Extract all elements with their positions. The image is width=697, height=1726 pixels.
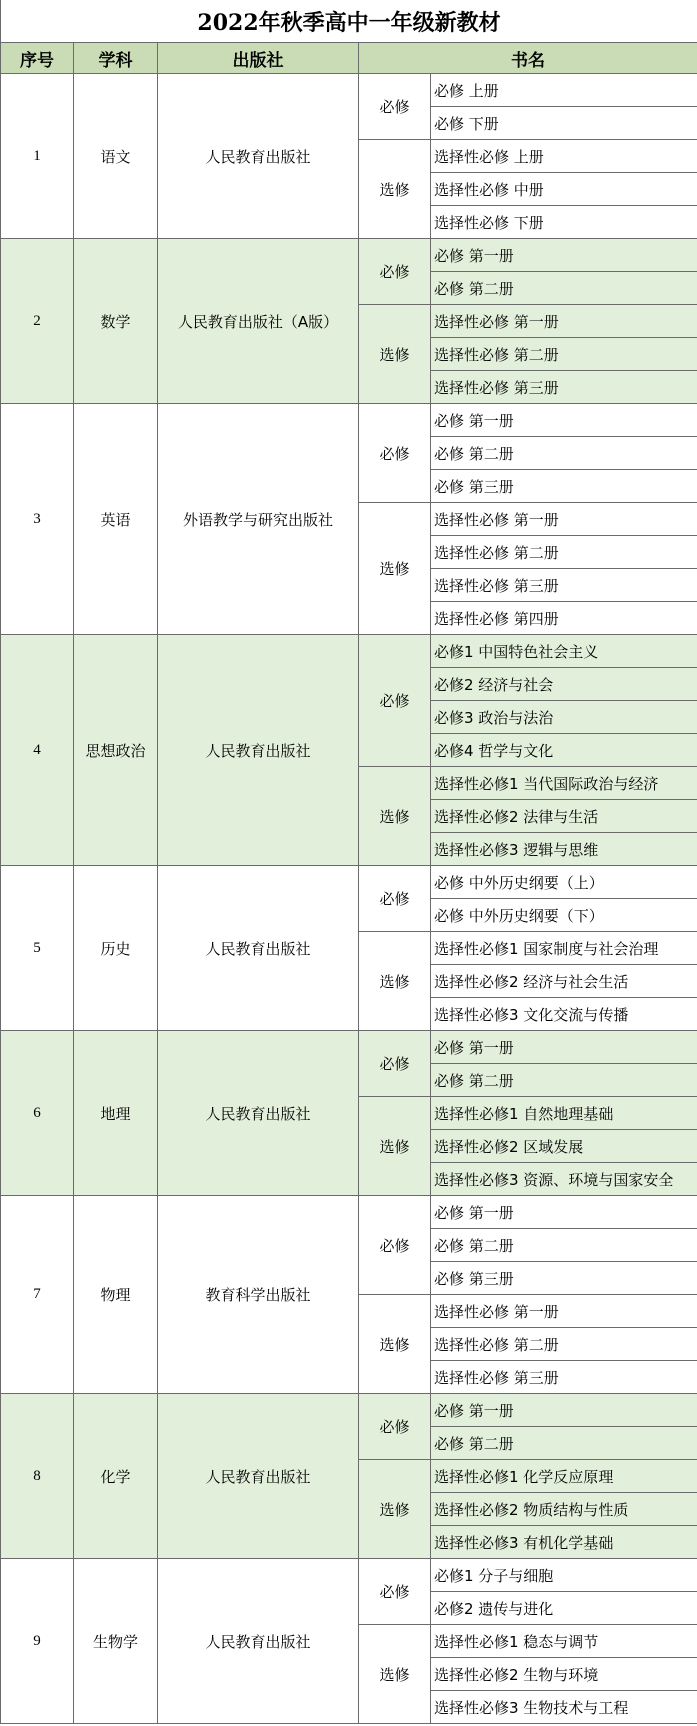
subject-block [1, 1559, 697, 1724]
book-name-cell: 必修 下册 [431, 107, 697, 140]
publisher-cell: 人民教育出版社 [158, 866, 359, 1031]
subject-cell: 地理 [74, 1031, 158, 1196]
book-name-cell: 选择性必修 第三册 [431, 371, 697, 404]
book-name-cell: 必修3 政治与法治 [431, 701, 697, 734]
book-name-cell: 选择性必修1 当代国际政治与经济 [431, 767, 697, 800]
header-book: 书名 [359, 43, 697, 74]
book-name-cell: 选择性必修1 化学反应原理 [431, 1460, 697, 1493]
subject-cell: 历史 [74, 866, 158, 1031]
book-name-cell: 选择性必修2 区域发展 [431, 1130, 697, 1163]
course-type-cell: 选修 [359, 932, 431, 1031]
header-subject: 学科 [74, 43, 158, 74]
seq-cell: 7 [1, 1196, 74, 1394]
course-type-cell: 选修 [359, 140, 431, 239]
table-row [1, 1196, 697, 1229]
course-type-cell: 选修 [359, 1295, 431, 1394]
table-row [1, 404, 697, 437]
subject-cell: 生物学 [74, 1559, 158, 1724]
course-type-cell: 必修 [359, 1196, 431, 1295]
course-type-cell: 必修 [359, 404, 431, 503]
sheet-title: 2022年秋季高中一年级新教材 [1, 0, 697, 43]
book-name-cell: 必修 第三册 [431, 1262, 697, 1295]
subject-block [1, 1031, 697, 1196]
table-row [1, 1031, 697, 1064]
book-name-cell: 必修 第二册 [431, 1427, 697, 1460]
book-name-cell: 必修 中外历史纲要（上） [431, 866, 697, 899]
table-row [1, 1559, 697, 1592]
seq-cell: 4 [1, 635, 74, 866]
publisher-cell: 人民教育出版社 [158, 1031, 359, 1196]
publisher-cell: 人民教育出版社 [158, 635, 359, 866]
seq-cell: 1 [1, 74, 74, 239]
book-name-cell: 必修 第二册 [431, 1229, 697, 1262]
course-type-cell: 必修 [359, 74, 431, 140]
seq-cell: 5 [1, 866, 74, 1031]
course-type-cell: 必修 [359, 635, 431, 767]
course-type-cell: 必修 [359, 866, 431, 932]
seq-cell: 6 [1, 1031, 74, 1196]
book-name-cell: 必修 上册 [431, 74, 697, 107]
subject-cell: 数学 [74, 239, 158, 404]
subject-block [1, 74, 697, 239]
book-name-cell: 必修 中外历史纲要（下） [431, 899, 697, 932]
course-type-cell: 选修 [359, 767, 431, 866]
book-name-cell: 必修 第一册 [431, 404, 697, 437]
book-name-cell: 必修1 中国特色社会主义 [431, 635, 697, 668]
book-name-cell: 必修2 经济与社会 [431, 668, 697, 701]
table-row [1, 74, 697, 107]
course-type-cell: 选修 [359, 1460, 431, 1559]
subject-block [1, 866, 697, 1031]
book-name-cell: 必修 第二册 [431, 1064, 697, 1097]
book-name-cell: 选择性必修3 生物技术与工程 [431, 1691, 697, 1724]
table-row [1, 239, 697, 272]
book-name-cell: 选择性必修1 自然地理基础 [431, 1097, 697, 1130]
book-name-cell: 选择性必修 第三册 [431, 569, 697, 602]
header-row [1, 43, 697, 74]
book-name-cell: 选择性必修2 生物与环境 [431, 1658, 697, 1691]
book-name-cell: 选择性必修 第一册 [431, 503, 697, 536]
seq-cell: 2 [1, 239, 74, 404]
subject-block [1, 239, 697, 404]
book-name-cell: 选择性必修1 稳态与调节 [431, 1625, 697, 1658]
book-name-cell: 选择性必修1 国家制度与社会治理 [431, 932, 697, 965]
book-name-cell: 选择性必修2 经济与社会生活 [431, 965, 697, 998]
seq-cell: 3 [1, 404, 74, 635]
header-publisher: 出版社 [158, 43, 359, 74]
course-type-cell: 必修 [359, 239, 431, 305]
book-name-cell: 选择性必修 第一册 [431, 1295, 697, 1328]
table-row [1, 866, 697, 899]
book-name-cell: 必修 第一册 [431, 1031, 697, 1064]
book-name-cell: 选择性必修2 法律与生活 [431, 800, 697, 833]
course-type-cell: 选修 [359, 305, 431, 404]
book-name-cell: 选择性必修 上册 [431, 140, 697, 173]
book-name-cell: 必修 第二册 [431, 272, 697, 305]
book-name-cell: 选择性必修2 物质结构与性质 [431, 1493, 697, 1526]
course-type-cell: 必修 [359, 1559, 431, 1625]
book-name-cell: 选择性必修3 资源、环境与国家安全 [431, 1163, 697, 1196]
table-row [1, 1394, 697, 1427]
table-row [1, 635, 697, 668]
publisher-cell: 人民教育出版社 [158, 1394, 359, 1559]
book-name-cell: 必修 第一册 [431, 1394, 697, 1427]
book-name-cell: 选择性必修 第四册 [431, 602, 697, 635]
subject-cell: 思想政治 [74, 635, 158, 866]
course-type-cell: 选修 [359, 1625, 431, 1724]
book-name-cell: 必修4 哲学与文化 [431, 734, 697, 767]
subject-cell: 英语 [74, 404, 158, 635]
book-name-cell: 选择性必修 第一册 [431, 305, 697, 338]
book-name-cell: 必修 第一册 [431, 239, 697, 272]
book-name-cell: 选择性必修 第二册 [431, 536, 697, 569]
subject-block [1, 635, 697, 866]
book-name-cell: 必修1 分子与细胞 [431, 1559, 697, 1592]
subject-block [1, 1196, 697, 1394]
title-row [1, 0, 697, 43]
subject-block [1, 404, 697, 635]
book-name-cell: 选择性必修3 文化交流与传播 [431, 998, 697, 1031]
book-name-cell: 必修 第三册 [431, 470, 697, 503]
book-name-cell: 选择性必修 第三册 [431, 1361, 697, 1394]
seq-cell: 8 [1, 1394, 74, 1559]
publisher-cell: 外语教学与研究出版社 [158, 404, 359, 635]
book-name-cell: 必修2 遗传与进化 [431, 1592, 697, 1625]
book-name-cell: 必修 第一册 [431, 1196, 697, 1229]
book-name-cell: 选择性必修3 有机化学基础 [431, 1526, 697, 1559]
book-name-cell: 必修 第二册 [431, 437, 697, 470]
subject-block [1, 1394, 697, 1559]
publisher-cell: 人民教育出版社 [158, 1559, 359, 1724]
course-type-cell: 必修 [359, 1394, 431, 1460]
seq-cell: 9 [1, 1559, 74, 1724]
subject-cell: 物理 [74, 1196, 158, 1394]
book-name-cell: 选择性必修3 逻辑与思维 [431, 833, 697, 866]
book-name-cell: 选择性必修 第二册 [431, 1328, 697, 1361]
publisher-cell: 人民教育出版社（A版） [158, 239, 359, 404]
book-name-cell: 选择性必修 下册 [431, 206, 697, 239]
course-type-cell: 选修 [359, 503, 431, 635]
publisher-cell: 人民教育出版社 [158, 74, 359, 239]
book-name-cell: 选择性必修 中册 [431, 173, 697, 206]
course-type-cell: 必修 [359, 1031, 431, 1097]
book-name-cell: 选择性必修 第二册 [431, 338, 697, 371]
publisher-cell: 教育科学出版社 [158, 1196, 359, 1394]
course-type-cell: 选修 [359, 1097, 431, 1196]
header-seq: 序号 [1, 43, 74, 74]
subject-cell: 化学 [74, 1394, 158, 1559]
subject-cell: 语文 [74, 74, 158, 239]
